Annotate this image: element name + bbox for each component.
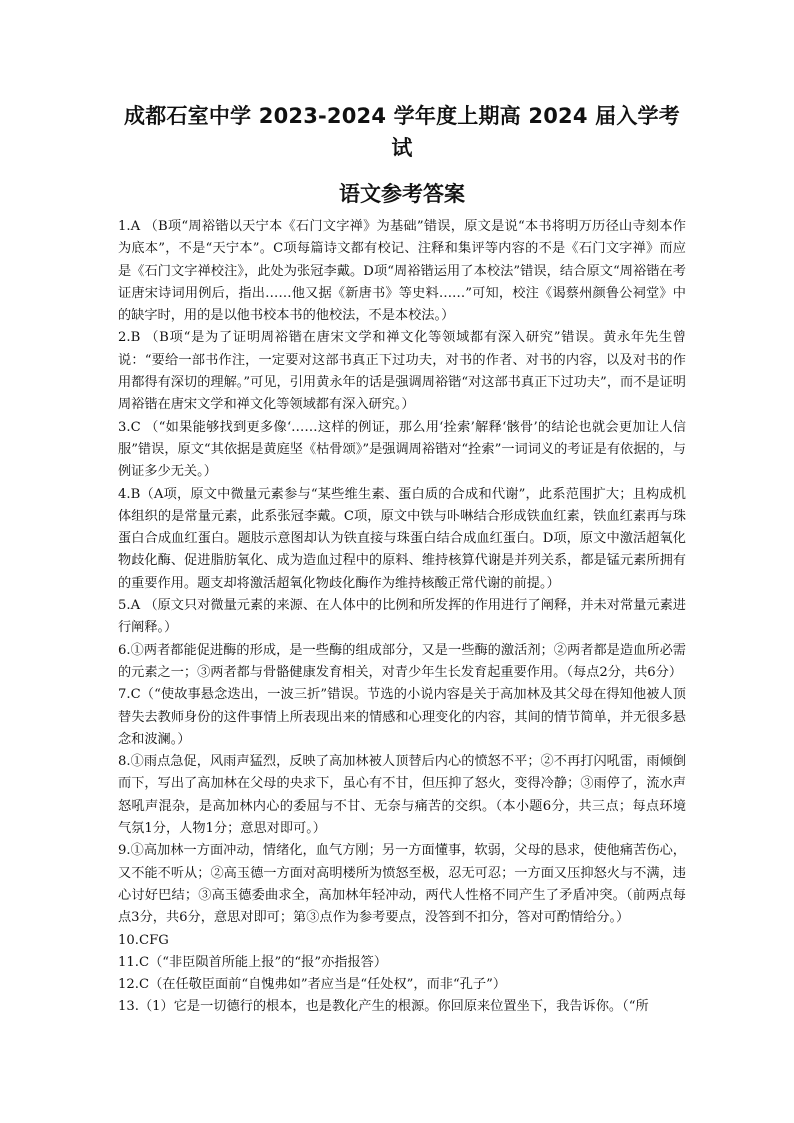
answer-item-12: 12.C（在任敬臣面前“自愧弗如”者应当是“任处权”，而非“孔子”） [118, 977, 507, 993]
answer-item-7: 7.C（“使故事悬念迭出，一波三折”错误。节选的小说内容是关于高加林及其父母在得知他被人顶替失去教师身份的这件事情上所表现出来的情感和心理变化的内容，其间的情节简单，并无很多悬念和波澜。） [118, 687, 686, 747]
answer-item-3: 3.C （“如果能够找到更多像‘……这样的例证，那么用‘拴索’解释‘骸骨’的结论也就会更加让人信服”错误，原文“其依据是黄庭坚《枯骨颂》”是强调周裕锴对“拴索”一词词义的考证是有依据的，与例证多少无关。） [118, 419, 686, 480]
document-title: 成都石室中学 2023-2024 学年度上期高 2024 届入学考试 [124, 104, 680, 160]
answer-item-6: 6.①两者都能促进酶的形成，是一些酶的组成部分，又是一些酶的激活剂；②两者都是造血所必需的元素之一；③两者都与骨骼健康发育相关，对青少年生长发育起重要作用。（每点2分，共6分） [118, 642, 686, 680]
answer-item-10: 10.CFG [118, 932, 169, 948]
answer-list [118, 216, 686, 1019]
answer-item-8: 8.①雨点急促，风雨声猛烈，反映了高加林被人顶替后内心的愤怒不平；②不再打闪吼雷，雨倾倒而下，写出了高加林在父母的央求下，虽心有不甘，但压抑了怒火，变得冷静；③雨停了，流水声怒吼声混杂，是高加林内心的委屈与不甘、无奈与痛苦的交织。（本小题6分，共三点；每点环境气氛1分，人物1分；意思对即可。） [118, 754, 686, 837]
answer-item-13: 13.（1）它是一切德行的根本，也是教化产生的根源。你回原来位置坐下，我告诉你。（“所 [118, 999, 649, 1015]
answer-item-2: 2.B （B项“是为了证明周裕锴在唐宋文学和禅文化等领域都有深入研究”错误。黄永年先生曾说：“要给一部书作注，一定要对这部书真正下过功夫，对书的作者、对书的内容，以及对书的作用都得有深切的理解。”可见，引用黄永年的话是强调周裕锴“对这部书真正下过功夫”，而不是证明周裕锴在唐宋文学和禅文化等领域都有深入研究。） [118, 330, 686, 413]
document-subtitle: 语文参考答案 [339, 182, 465, 206]
answer-item-4: 4.B（A项，原文中微量元素参与“某些维生素、蛋白质的合成和代谢”，此系范围扩大；且构成机体组织的是常量元素，此系张冠李戴。C项，原文中铁与卟啉结合形成铁血红素，铁血红素再与珠蛋白合成血红蛋白。题肢示意图却认为铁直接与珠蛋白结合成血红蛋白。D项，原文中激活超氧化物歧化酶、促进脂肪氧化、成为造血过程中的原料、维持核算代谢是并列关系，都是锰元素所拥有的重要作用。题支却将激活超氧化物歧化酶作为维持核酸正常代谢的前提。） [118, 486, 686, 591]
answer-item-11: 11.C（“非臣陨首所能上报”的“报”亦指报答） [118, 954, 388, 970]
answer-item-1: 1.A （B项“周裕锴以天宁本《石门文字禅》为基础”错误，原文是说“本书将明万历径山寺刻本作为底本”，不是“天宁本”。C项每篇诗文都有校记、注释和集评等内容的不是《石门文字禅》而应是《石门文字禅校注》，此处为张冠李戴。D项“周裕锴运用了本校法”错误，结合原文“周裕锴在考证唐宋诗词用例后，指出……他又据《新唐书》等史料……”可知，校注《谒蔡州颜鲁公祠堂》中的缺字时，用的是以他书校本书的他校法，不是本校法。） [118, 219, 686, 324]
answer-item-5: 5.A （原文只对微量元素的来源、在人体中的比例和所发挥的作用进行了阐释，并未对常量元素进行阐释。） [118, 598, 686, 636]
answer-item-9: 9.①高加林一方面冲动，情绪化，血气方刚；另一方面懂事，软弱，父母的恳求，使他痛苦伤心，又不能不听从；②高玉德一方面对高明楼所为愤怒至极，忍无可忍；一方面又压抑怒火与不满，违心讨好巴结；③高玉德委曲求全，高加林年轻冲动，两代人性格不同产生了矛盾冲突。（前两点每点3分，共6分，意思对即可；第③点作为参考要点，没答到不扣分，答对可酌情给分。） [118, 843, 686, 926]
